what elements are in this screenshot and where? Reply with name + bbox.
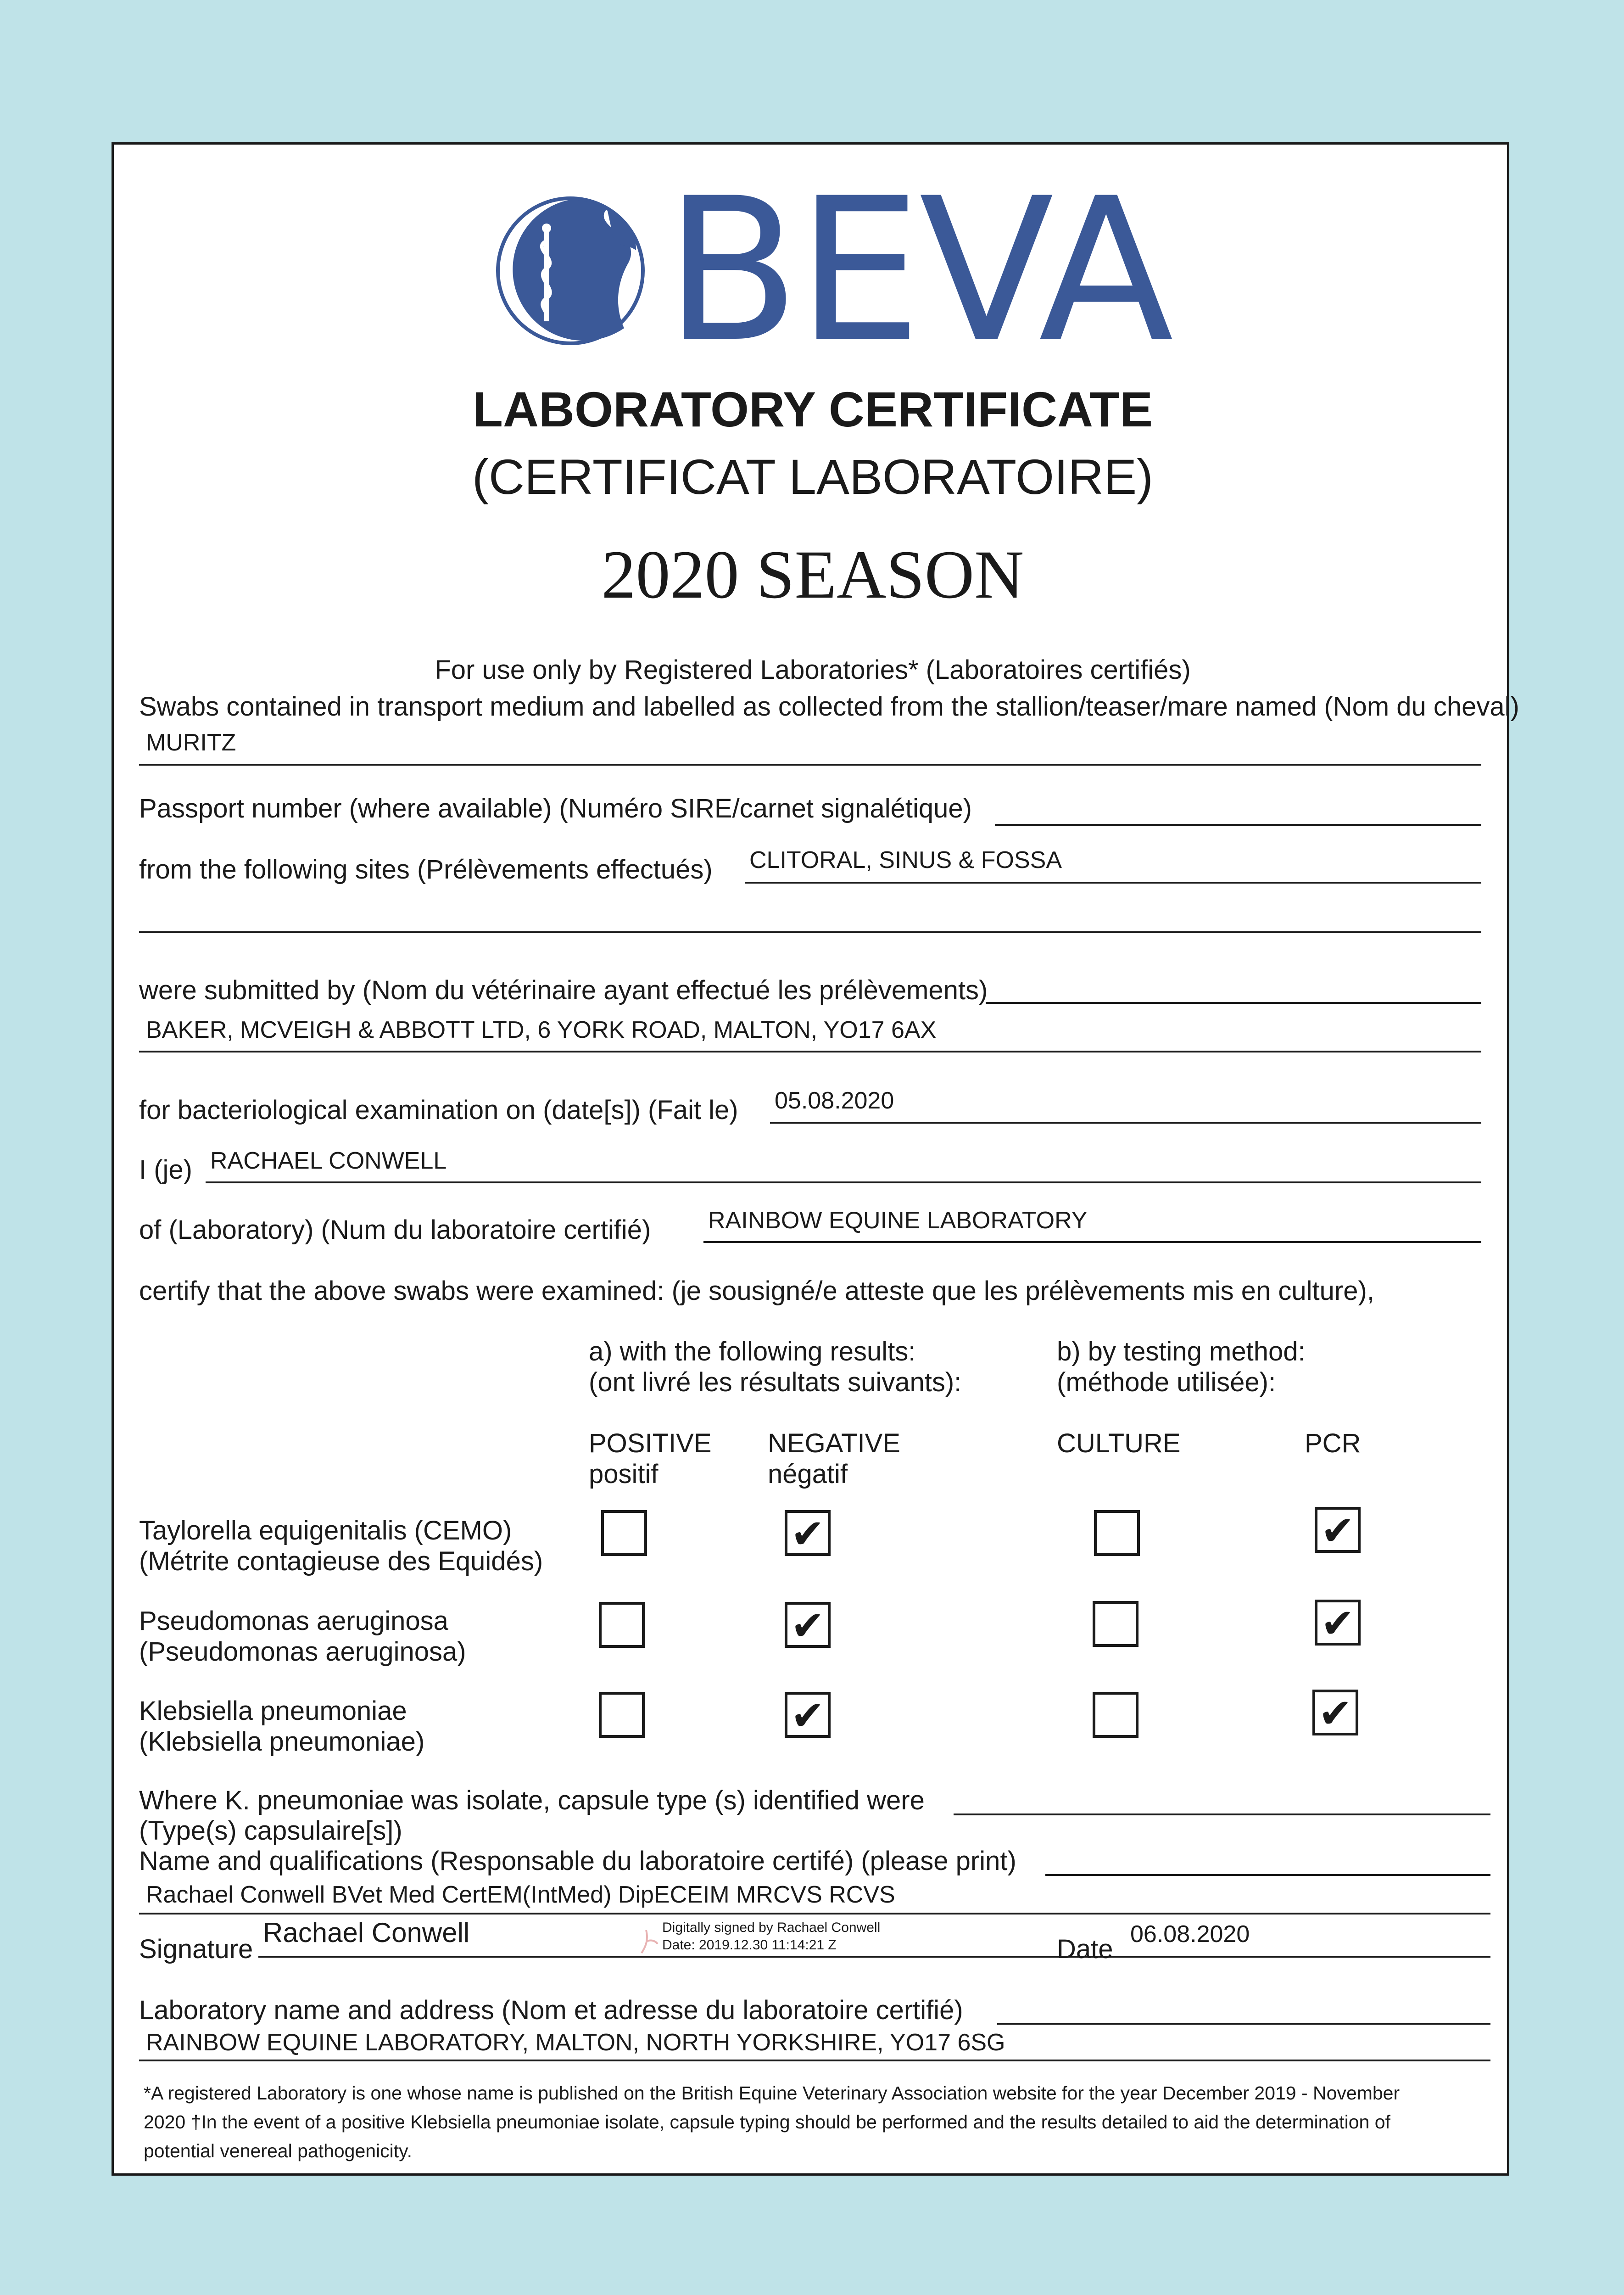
submitted-by-value: BAKER, MCVEIGH & ABBOTT LTD, 6 YORK ROAD, MALTON, YO17 6AX: [146, 1017, 937, 1043]
check-mark-icon: ✔: [791, 1692, 825, 1739]
checkbox-culture[interactable]: [1093, 1601, 1138, 1647]
beva-horse-logo-icon: [490, 190, 651, 351]
laboratory-label: of (Laboratory) (Num du laboratoire certifié): [139, 1215, 651, 1245]
check-mark-icon: ✔: [1318, 1690, 1352, 1737]
capsule-type-label: Where K. pneumoniae was isolate, capsule type (s) identified were: [139, 1786, 925, 1815]
qualifications-line-2: [139, 1913, 1490, 1914]
certify-statement: certify that the above swabs were examined: (je sousigné/e atteste que les prélèvements mis en culture),: [139, 1276, 1374, 1306]
signature-date-label: Date: [1057, 1934, 1113, 1964]
certificate-page: [112, 142, 1519, 2176]
lab-address-label: Laboratory name and address (Nom et adresse du laboratoire certifié): [139, 1995, 963, 2025]
lab-address-line-2: [139, 2060, 1490, 2061]
intro-registered-labs: For use only by Registered Laboratories* (Laboratoires certifiés): [435, 655, 1191, 685]
signature-date-value: 06.08.2020: [1130, 1921, 1250, 1948]
footnote-line-2: 2020 †In the event of a positive Klebsiella pneumoniae isolate, capsule typing should be performed and the results detailed to aid the determination of: [144, 2111, 1390, 2133]
sites-extra-line: [139, 931, 1481, 933]
lab-address-value: RAINBOW EQUINE LABORATORY, MALTON, NORTH YORKSHIRE, YO17 6SG: [146, 2029, 1005, 2056]
exam-date-label: for bacteriological examination on (date[s]) (Fait le): [139, 1095, 738, 1125]
results-heading: a) with the following results:: [589, 1337, 916, 1366]
laboratory-value: RAINBOW EQUINE LABORATORY: [708, 1207, 1088, 1234]
col-culture-label: CULTURE: [1057, 1428, 1181, 1458]
horse-name-line: [139, 764, 1481, 766]
check-mark-icon: ✔: [1321, 1507, 1355, 1554]
exam-date-line: [770, 1122, 1481, 1124]
check-mark-icon: ✔: [1321, 1600, 1355, 1647]
exam-date-value: 05.08.2020: [775, 1087, 894, 1114]
organism-name: Pseudomonas aeruginosa: [139, 1606, 448, 1636]
submitted-by-line-2: [139, 1051, 1481, 1052]
capsule-type-line: [954, 1814, 1490, 1815]
checkbox-pcr[interactable]: [1312, 1690, 1358, 1735]
qualifications-label: Name and qualifications (Responsable du laboratoire certifé) (please print): [139, 1846, 1016, 1876]
check-mark-icon: ✔: [791, 1602, 825, 1649]
passport-label: Passport number (where available) (Numéro SIRE/carnet signalétique): [139, 794, 972, 823]
qualifications-line-1: [1045, 1874, 1490, 1876]
checkbox-positive[interactable]: [601, 1510, 647, 1556]
capsule-type-label-fr: (Type(s) capsulaire[s]): [139, 1816, 402, 1846]
certificate-title: LABORATORY CERTIFICATE: [473, 381, 1153, 437]
checkbox-positive[interactable]: [599, 1602, 645, 1648]
results-heading-fr: (ont livré les résultats suivants):: [589, 1367, 962, 1397]
certifier-line: [206, 1181, 1481, 1183]
organism-name: Taylorella equigenitalis (CEMO): [139, 1516, 512, 1545]
qualifications-value: Rachael Conwell BVet Med CertEM(IntMed) DipECEIM MRCVS RCVS: [146, 1881, 895, 1908]
checkbox-culture[interactable]: [1093, 1692, 1138, 1738]
method-heading: b) by testing method:: [1057, 1337, 1306, 1366]
laboratory-line: [703, 1241, 1481, 1243]
organism-name-fr: (Klebsiella pneumoniae): [139, 1727, 425, 1757]
checkbox-pcr[interactable]: [1315, 1600, 1361, 1646]
beva-logo-wordmark: BEVA: [664, 156, 1171, 386]
sites-line: [745, 882, 1481, 884]
certifier-name-value: RACHAEL CONWELL: [210, 1148, 447, 1174]
checkbox-negative[interactable]: [785, 1602, 831, 1648]
method-heading-fr: (méthode utilisée):: [1057, 1367, 1276, 1397]
checkbox-negative[interactable]: [785, 1692, 831, 1738]
organism-name: Klebsiella pneumoniae: [139, 1696, 407, 1726]
season-title: 2020 SEASON: [601, 537, 1024, 613]
col-negative-label: NEGATIVE: [768, 1428, 900, 1458]
footnote-line-3: potential venereal pathogenicity.: [144, 2140, 413, 2161]
intro-swabs-text: Swabs contained in transport medium and labelled as collected from the stallion/teaser/mare named (Nom du cheval): [139, 692, 1519, 722]
submitted-by-label: were submitted by (Nom du vétérinaire ayant effectué les prélèvements): [139, 975, 988, 1005]
sites-value: CLITORAL, SINUS & FOSSA: [749, 847, 1062, 873]
organism-name-fr: (Métrite contagieuse des Equidés): [139, 1546, 543, 1576]
col-negative-label-fr: négatif: [768, 1459, 848, 1489]
checkbox-pcr[interactable]: [1315, 1507, 1361, 1553]
checkbox-positive[interactable]: [599, 1692, 645, 1738]
digital-signature-icon: [637, 1928, 660, 1955]
lab-address-line-1: [997, 2023, 1490, 2025]
signature-line: [258, 1956, 1158, 1958]
check-mark-icon: ✔: [791, 1510, 825, 1557]
col-positive-label-fr: positif: [589, 1459, 659, 1489]
signature-label: Signature: [139, 1934, 253, 1964]
certificate-subtitle: (CERTIFICAT LABORATOIRE): [472, 449, 1154, 504]
footnote-line-1: *A registered Laboratory is one whose name is published on the British Equine Veterinary Association website for the year December 2019 - November: [144, 2082, 1400, 2104]
digital-signature-line-2: Date: 2019.12.30 11:14:21 Z: [662, 1937, 837, 1953]
checkbox-negative[interactable]: [785, 1510, 831, 1556]
digital-signature-line-1: Digitally signed by Rachael Conwell: [662, 1920, 881, 1935]
submitted-by-line-1: [986, 1002, 1481, 1004]
horse-name-value: MURITZ: [146, 729, 236, 756]
certifier-label: I (je): [139, 1155, 192, 1185]
sites-label: from the following sites (Prélèvements effectués): [139, 855, 713, 884]
passport-line: [995, 824, 1481, 826]
col-pcr-label: PCR: [1305, 1428, 1361, 1458]
signature-name: Rachael Conwell: [263, 1917, 470, 1948]
col-positive-label: POSITIVE: [589, 1428, 712, 1458]
signature-date-line: [1126, 1956, 1490, 1958]
organism-name-fr: (Pseudomonas aeruginosa): [139, 1637, 466, 1667]
checkbox-culture[interactable]: [1094, 1510, 1140, 1556]
